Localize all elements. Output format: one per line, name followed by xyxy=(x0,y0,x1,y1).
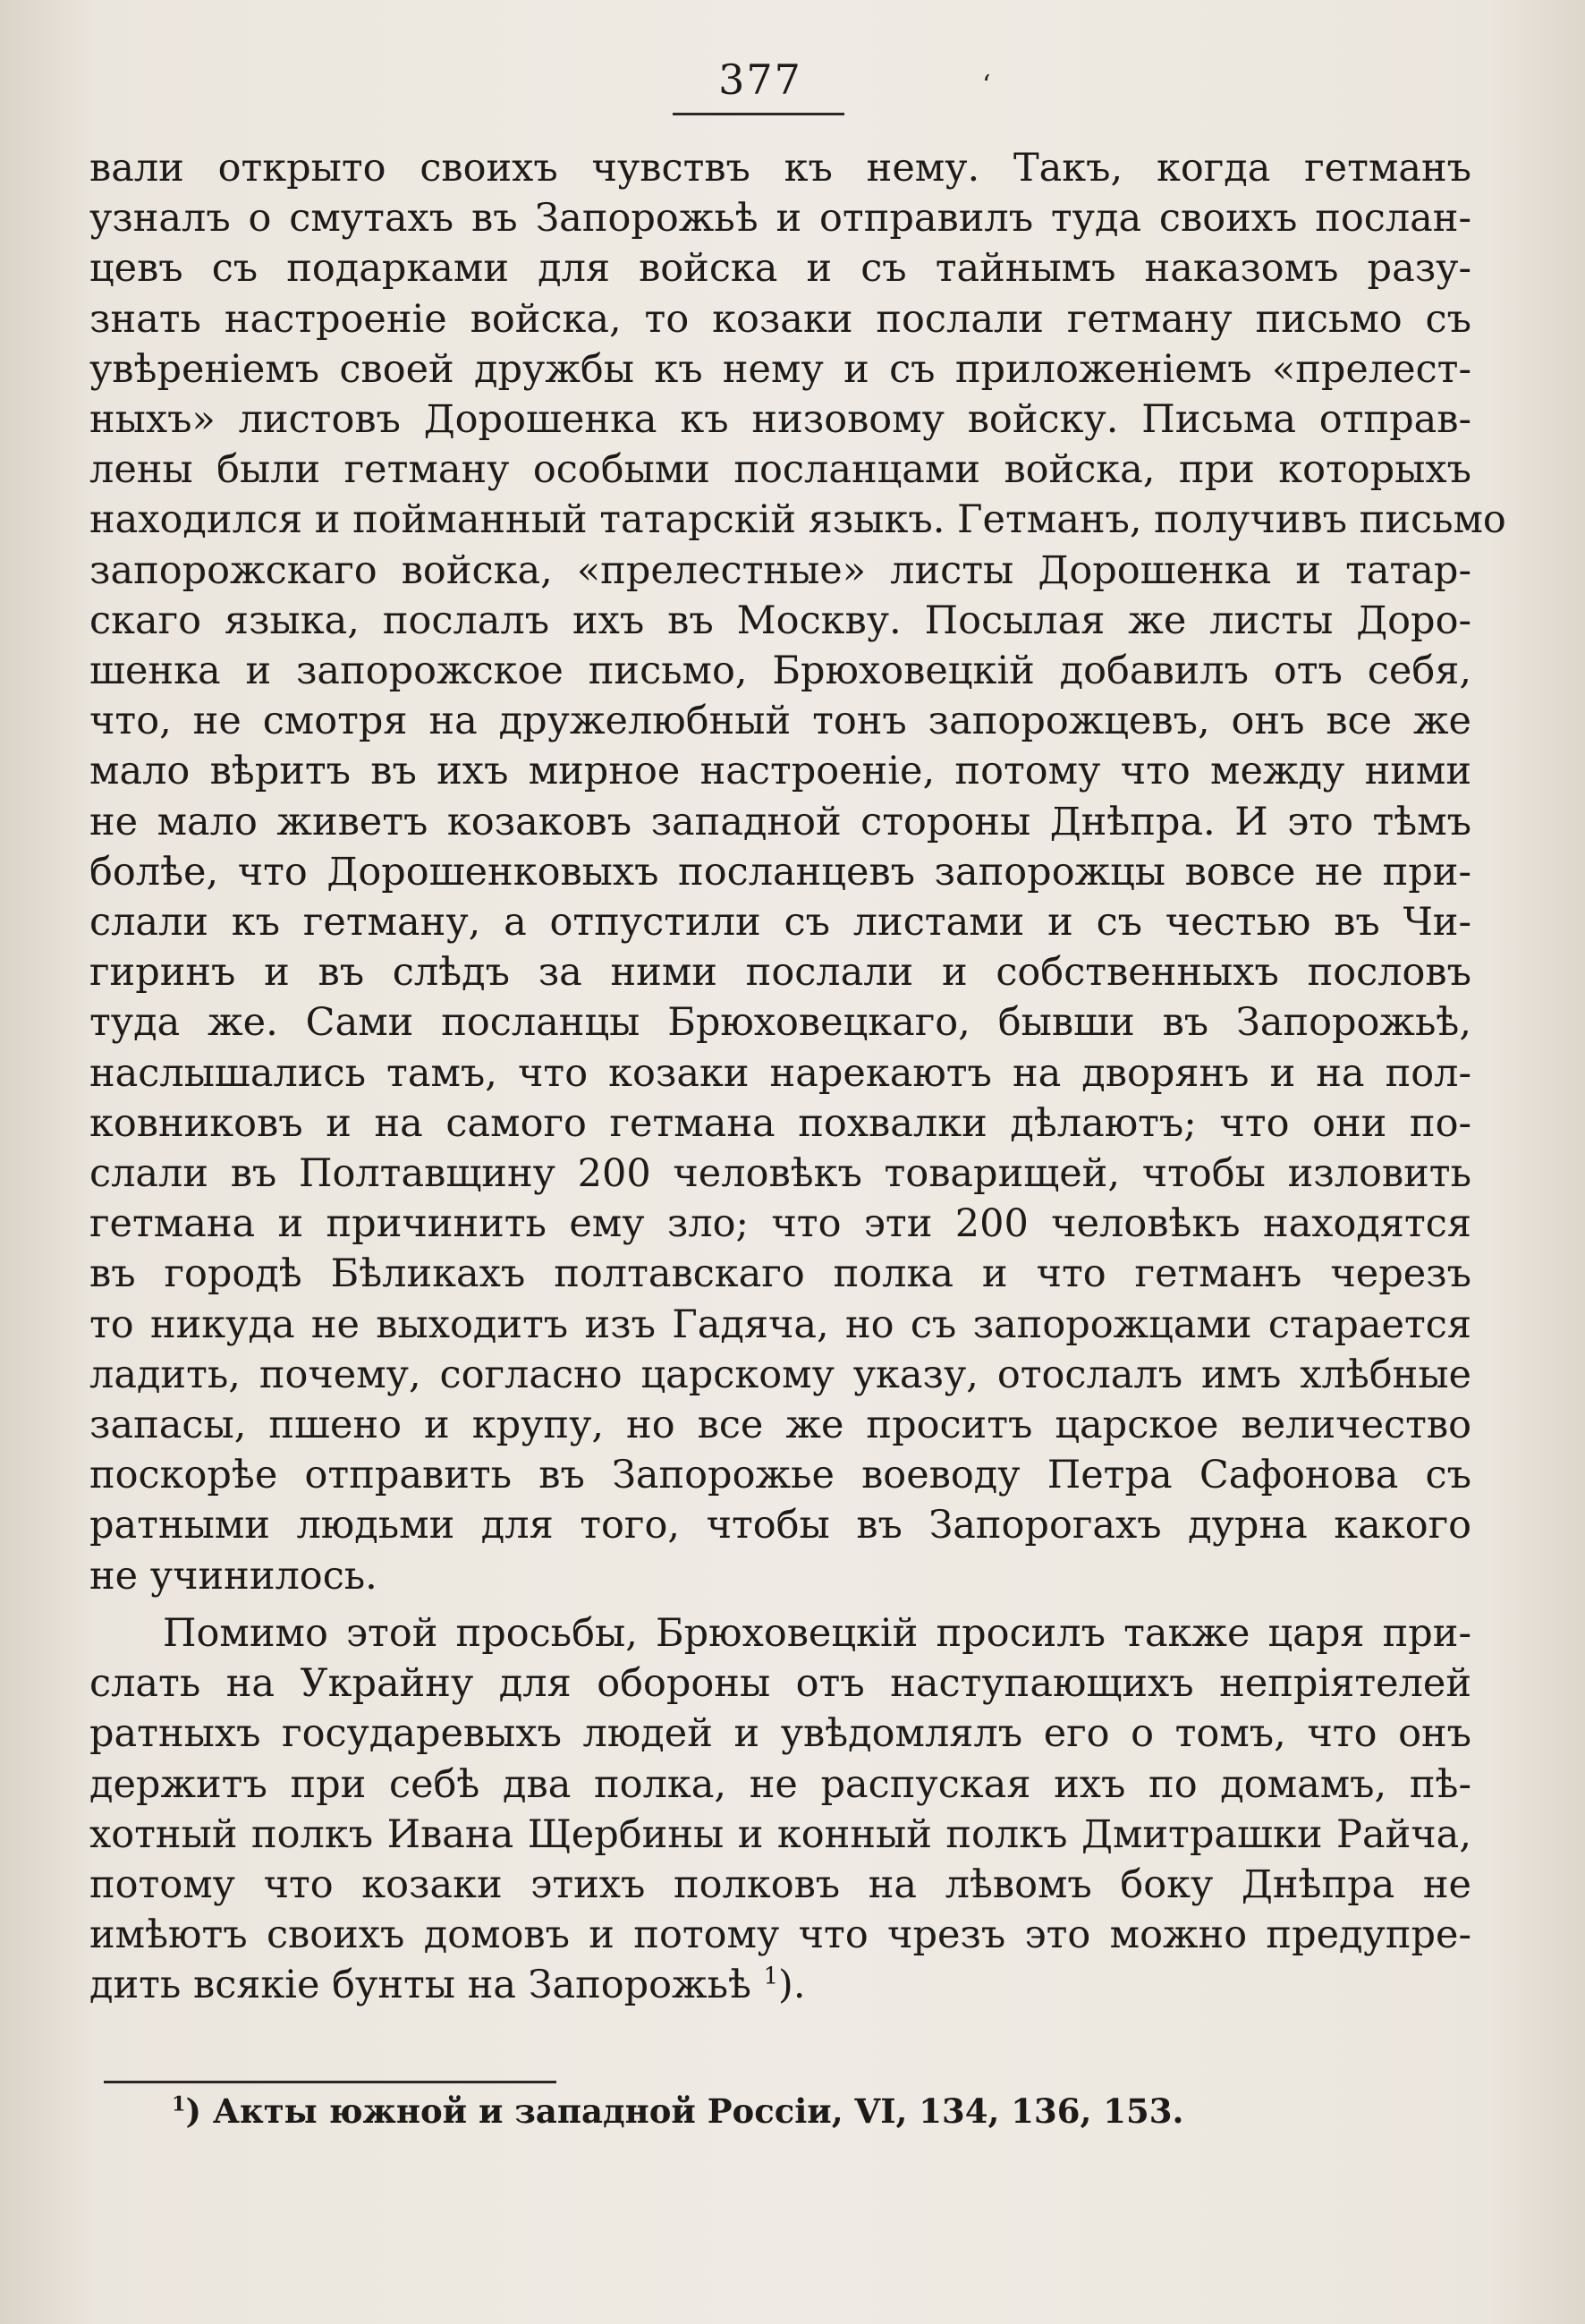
text-line: въ городѣ Бѣликахъ полтавскаго полка и что гетманъ черезъ xyxy=(89,1251,1471,1297)
footnote-rule xyxy=(104,2081,556,2083)
text-line: запорожскаго войска, «прелестные» листы Дорошенка и татар- xyxy=(89,547,1471,593)
paragraph-2 xyxy=(89,1608,1471,2011)
text-line: Помимо этой просьбы, Брюховецкій просилъ также царя при- xyxy=(163,1610,1471,1656)
text-line: не мало живетъ козаковъ западной стороны Днѣпра. И это тѣмъ xyxy=(89,799,1471,844)
text-line: знать настроеніе войска, то козаки послали гетману письмо съ xyxy=(89,296,1471,342)
page-number-rule xyxy=(673,113,844,115)
text-line: наслышались тамъ, что козаки нарекаютъ на дворянъ и на пол- xyxy=(89,1050,1471,1096)
text-line: имѣютъ своихъ домовъ и потому что чрезъ это можно предупре- xyxy=(89,1913,1471,1958)
text-line: шенка и запорожское письмо, Брюховецкій добавилъ отъ себя, xyxy=(89,649,1471,694)
paragraph-1 xyxy=(89,143,1506,1601)
text-line-content: дить всякіе бунты на Запорожьѣ xyxy=(89,1963,751,2008)
text-line: потому что козаки этихъ полковъ на лѣвомъ боку Днѣпра не xyxy=(89,1862,1471,1907)
text-line: поскорѣе отправить въ Запорожье воеводу Петра Сафонова съ xyxy=(89,1453,1471,1498)
text-line: вали открыто своихъ чувствъ къ нему. Такъ, когда гетманъ xyxy=(89,146,1471,191)
text-line: ладить, почему, согласно царскому указу, отослалъ имъ хлѣбные xyxy=(89,1352,1471,1397)
text-line: увѣреніемъ своей дружбы къ нему и съ приложеніемъ «прелест- xyxy=(89,346,1471,392)
footnote xyxy=(172,2086,1424,2136)
text-line: что, не смотря на дружелюбный тонъ запорожцевъ, онъ все же xyxy=(89,699,1471,744)
text-line: ныхъ» листовъ Дорошенка къ низовому войску. Письма отправ- xyxy=(89,397,1471,443)
text-line: запасы, пшено и крупу, но все же проситъ царское величество xyxy=(89,1403,1471,1448)
footnote-reference: 1 xyxy=(763,1963,779,1990)
text-line: то никуда не выходитъ изъ Гадяча, но съ запорожцами старается xyxy=(89,1302,1471,1347)
text-line: гетмана и причинить ему зло; что эти 200 человѣкъ находятся xyxy=(89,1201,1471,1247)
print-mark: ‘ xyxy=(982,70,991,101)
text-line: находился и пойманный татарскій языкъ. Гетманъ, получивъ письмо xyxy=(89,497,1506,543)
text-line: туда же. Сами посланцы Брюховецкаго, бывши въ Запорожьѣ, xyxy=(89,1000,1471,1046)
text-line: цевъ съ подарками для войска и съ тайнымъ наказомъ разу- xyxy=(89,246,1471,292)
text-line-last xyxy=(89,1960,1471,2010)
text-line-ending: ). xyxy=(778,1963,806,2008)
text-line: держитъ при себѣ два полка, не распуская ихъ по домамъ, пѣ- xyxy=(89,1761,1471,1807)
body-text xyxy=(89,143,1506,2011)
text-line: слать на Украйну для обороны отъ наступающихъ непріятелей xyxy=(89,1661,1471,1707)
text-line: слали въ Полтавщину 200 человѣкъ товарищей, чтобы изловить xyxy=(89,1151,1471,1197)
text-line: ковниковъ и на самого гетмана похвалки дѣлаютъ; что они по- xyxy=(89,1100,1471,1146)
text-line: мало вѣритъ въ ихъ мирное настроеніе, потому что между ними xyxy=(89,749,1471,794)
paragraph-gap xyxy=(89,1601,1471,1608)
text-line: не учинилось. xyxy=(89,1553,377,1599)
text-line: узналъ о смутахъ въ Запорожьѣ и отправилъ туда своихъ послан- xyxy=(89,196,1471,242)
text-line: болѣе, что Дорошенковыхъ посланцевъ запорожцы вовсе не при- xyxy=(89,849,1471,895)
footnote-marker: 1 xyxy=(172,2092,186,2116)
text-line: гиринъ и въ слѣдъ за ними послали и собственныхъ пословъ xyxy=(89,950,1471,996)
footnote-text: ) Акты южной и западной Россіи, VI, 134, 136, 153. xyxy=(185,2091,1184,2131)
text-line: хотный полкъ Ивана Щербины и конный полкъ Дмитрашки Райча, xyxy=(89,1811,1471,1857)
text-line: слали къ гетману, а отпустили съ листами и съ честью въ Чи- xyxy=(89,900,1471,946)
page-number: 377 xyxy=(718,55,802,104)
text-line: скаго языка, послалъ ихъ въ Москву. Посылая же листы Доро- xyxy=(89,598,1471,643)
text-line: ратными людьми для того, чтобы въ Запорогахъ дурна какого xyxy=(89,1503,1471,1548)
text-line: ратныхъ государевыхъ людей и увѣдомлялъ его о томъ, что онъ xyxy=(89,1711,1471,1757)
text-line: лены были гетману особыми посланцами войска, при которыхъ xyxy=(89,447,1471,493)
